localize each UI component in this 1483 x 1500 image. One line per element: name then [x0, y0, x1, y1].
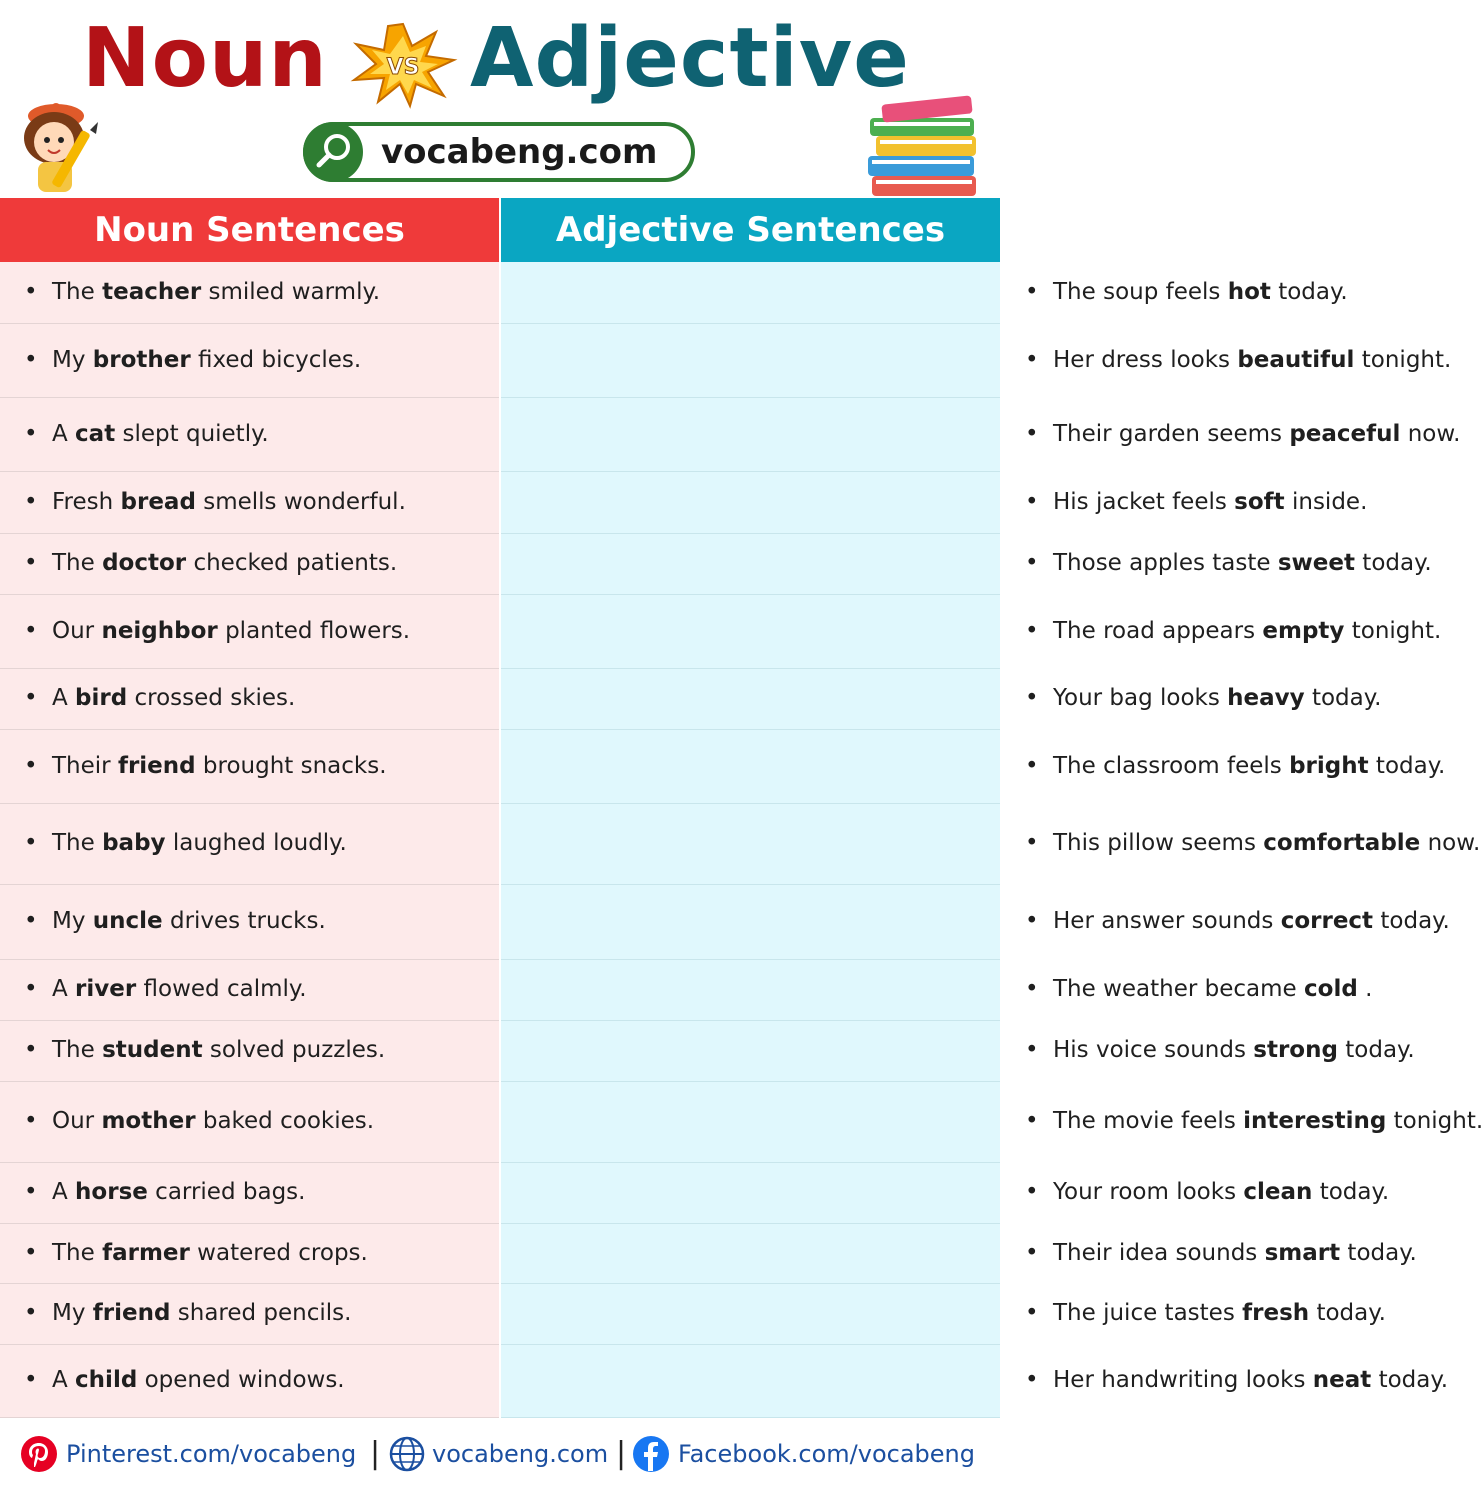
sentence-text: brought snacks.: [195, 752, 387, 779]
noun-sentence: [24, 1108, 374, 1136]
noun-sentence-cell: [0, 262, 499, 324]
adjective-sentence-cell: [501, 1345, 1449, 1418]
sentence-text: The weather became: [1053, 976, 1305, 1003]
noun-sentence: [24, 685, 295, 713]
adjective-sentence-cell: [501, 885, 1450, 960]
sentence-text: solved puzzles.: [202, 1037, 386, 1064]
sentence-text: baked cookies.: [195, 1108, 375, 1135]
bullet-icon: •: [24, 488, 38, 515]
adjective-sentence-cell: [501, 1284, 1386, 1345]
sentence-text: My: [52, 346, 93, 373]
adjective-sentence: [1025, 753, 1445, 781]
noun-sentence: [24, 753, 387, 781]
bullet-icon: •: [1025, 617, 1039, 644]
sentence-text: A: [52, 420, 76, 447]
adjective-sentence-cell: [501, 1224, 1417, 1284]
adjective-title: Adjective: [470, 11, 910, 106]
noun-sentence: [24, 550, 397, 578]
adjective-sentence-cell: [501, 398, 1461, 472]
sentence-text: tonight.: [1344, 617, 1442, 644]
sentence-text: planted flowers.: [217, 617, 411, 644]
sentence-text: The: [52, 550, 103, 577]
sentence-text: now.: [1420, 830, 1481, 857]
noun-sentence-cell: [0, 669, 499, 730]
adjective-keyword: neat: [1312, 1367, 1372, 1394]
noun-sentence-cell: [0, 730, 499, 804]
adjective-sentence: [1025, 489, 1367, 517]
sentence-text: today.: [1312, 1179, 1390, 1206]
sentence-text: today.: [1368, 752, 1446, 779]
bullet-icon: •: [24, 1300, 38, 1327]
adjective-keyword: fresh: [1242, 1300, 1310, 1327]
sentence-text: tonight.: [1354, 346, 1452, 373]
sentence-text: today.: [1337, 1037, 1415, 1064]
sentence-text: This pillow seems: [1053, 830, 1264, 857]
adjective-keyword: beautiful: [1237, 346, 1355, 373]
adjective-sentence: [1025, 1108, 1483, 1136]
sentence-text: The: [52, 1037, 103, 1064]
noun-keyword: uncle: [92, 908, 163, 935]
page-footer: [0, 1420, 1000, 1500]
bullet-icon: •: [24, 976, 38, 1003]
bullet-icon: •: [1025, 278, 1039, 305]
search-icon: [303, 122, 363, 182]
noun-sentence-cell: [0, 534, 499, 595]
sentence-text: drives trucks.: [162, 908, 326, 935]
footer-separator: |: [370, 1436, 381, 1471]
adjective-sentence: [1025, 830, 1480, 858]
noun-keyword: teacher: [102, 278, 202, 305]
website-text[interactable]: vocabeng.com: [432, 1440, 609, 1468]
sentence-text: Those apples taste: [1053, 550, 1278, 577]
sentence-text: today.: [1373, 908, 1450, 935]
sentence-text: The movie feels: [1053, 1108, 1244, 1135]
adjective-keyword: hot: [1227, 278, 1271, 305]
noun-sentence-cell: [0, 324, 499, 398]
noun-keyword: river: [75, 976, 137, 1003]
adjective-keyword: cold: [1304, 976, 1358, 1003]
noun-sentence: [24, 1240, 368, 1268]
noun-sentence-cell: [0, 595, 499, 669]
adjective-keyword: empty: [1262, 617, 1345, 644]
page-header: [0, 0, 1000, 198]
bullet-icon: •: [1025, 346, 1039, 373]
adjective-sentence-cell: [501, 262, 1348, 324]
noun-sentence-cell: [0, 1345, 499, 1418]
noun-sentence-cell: [0, 960, 499, 1021]
bullet-icon: •: [24, 908, 38, 935]
bullet-icon: •: [1025, 1367, 1039, 1394]
noun-sentence-cell: [0, 1224, 499, 1284]
pinterest-text[interactable]: Pinterest.com/vocabeng: [66, 1440, 357, 1468]
noun-sentence-cell: [0, 398, 499, 472]
sentence-text: Their garden seems: [1053, 420, 1290, 447]
noun-sentence: [24, 1367, 345, 1395]
adjective-sentence: [1025, 347, 1451, 375]
facebook-text[interactable]: Facebook.com/vocabeng: [678, 1440, 975, 1468]
sentence-text: checked patients.: [186, 550, 398, 577]
sentence-text: tonight.: [1386, 1108, 1483, 1135]
noun-keyword: horse: [75, 1179, 148, 1206]
noun-keyword: neighbor: [101, 617, 218, 644]
noun-sentence: [24, 618, 410, 646]
bullet-icon: •: [24, 685, 38, 712]
sentence-text: today.: [1371, 1367, 1449, 1394]
bullet-icon: •: [1025, 976, 1039, 1003]
adjective-keyword: clean: [1243, 1179, 1313, 1206]
adjective-sentence: [1025, 618, 1441, 646]
adjective-sentence-cell: [501, 1021, 1415, 1082]
site-url[interactable]: vocabeng.com: [381, 132, 658, 172]
facebook-icon: [632, 1435, 670, 1473]
adjective-sentence-cell: [501, 804, 1481, 885]
adjective-sentence: [1025, 1179, 1389, 1207]
sentence-text: Her answer sounds: [1053, 908, 1281, 935]
noun-title: Noun: [82, 11, 328, 106]
adjective-sentence-cell: [501, 1163, 1390, 1224]
noun-sentence: [24, 421, 269, 449]
sentence-text: carried bags.: [147, 1179, 306, 1206]
adjective-keyword: smart: [1264, 1239, 1341, 1266]
noun-keyword: friend: [92, 1300, 171, 1327]
adjective-sentence-cell: [501, 1082, 1483, 1163]
sentence-text: today.: [1304, 685, 1382, 712]
sentence-text: watered crops.: [189, 1239, 368, 1266]
sentence-text: Your room looks: [1053, 1179, 1244, 1206]
adjective-sentence: [1025, 550, 1432, 578]
noun-column-header: Noun Sentences: [0, 198, 499, 262]
adjective-sentence-cell: [501, 324, 1452, 398]
sentence-text: flowed calmly.: [136, 976, 307, 1003]
adjective-sentence-cell: [501, 472, 1368, 534]
sentence-text: The: [52, 830, 103, 857]
adjective-sentence: [1025, 976, 1372, 1004]
sentence-text: Their idea sounds: [1053, 1239, 1265, 1266]
sentence-text: A: [52, 1367, 76, 1394]
noun-sentence-cell: [0, 472, 499, 534]
noun-sentence: [24, 976, 307, 1004]
sentence-text: Fresh: [52, 488, 121, 515]
noun-keyword: farmer: [102, 1239, 190, 1266]
bullet-icon: •: [1025, 1300, 1039, 1327]
sentence-text: crossed skies.: [127, 685, 296, 712]
bullet-icon: •: [1025, 1239, 1039, 1266]
noun-sentence-cell: [0, 1163, 499, 1224]
noun-sentence-cell: [0, 1021, 499, 1082]
noun-sentence: [24, 489, 406, 517]
noun-sentence-cell: [0, 1082, 499, 1163]
sentence-text: shared pencils.: [170, 1300, 352, 1327]
noun-sentence: [24, 830, 347, 858]
bullet-icon: •: [24, 278, 38, 305]
globe-icon: [388, 1435, 426, 1473]
noun-sentence: [24, 279, 380, 307]
adjective-sentence-cell: [501, 595, 1442, 669]
bullet-icon: •: [1025, 1179, 1039, 1206]
sentence-text: laughed loudly.: [165, 830, 347, 857]
adjective-sentence: [1025, 421, 1460, 449]
bullet-icon: •: [1025, 1108, 1039, 1135]
bullet-icon: •: [1025, 752, 1039, 779]
sentence-text: The classroom feels: [1053, 752, 1290, 779]
sentence-text: A: [52, 1179, 76, 1206]
sentence-text: His voice sounds: [1053, 1037, 1254, 1064]
sentence-text: The road appears: [1053, 617, 1263, 644]
sentence-text: today.: [1270, 278, 1348, 305]
noun-sentence: [24, 1300, 351, 1328]
noun-keyword: mother: [101, 1108, 196, 1135]
noun-keyword: student: [102, 1037, 203, 1064]
adjective-sentence: [1025, 1300, 1386, 1328]
sentence-text: slept quietly.: [115, 420, 269, 447]
bullet-icon: •: [24, 1239, 38, 1266]
noun-keyword: bird: [75, 685, 128, 712]
sentence-text: The: [52, 278, 103, 305]
noun-sentence: [24, 908, 326, 936]
site-search-pill[interactable]: [303, 122, 695, 182]
sentence-text: His jacket feels: [1053, 488, 1235, 515]
noun-keyword: brother: [92, 346, 191, 373]
sentence-text: The soup feels: [1053, 278, 1228, 305]
sentence-text: The juice tastes: [1053, 1300, 1243, 1327]
sentence-text: opened windows.: [137, 1367, 345, 1394]
sentence-text: fixed bicycles.: [190, 346, 362, 373]
sentence-text: Her handwriting looks: [1053, 1367, 1313, 1394]
adjective-sentence-cell: [501, 534, 1432, 595]
adjective-sentence-cell: [501, 669, 1382, 730]
sentence-text: Our: [52, 1108, 102, 1135]
noun-sentence: [24, 1037, 385, 1065]
bullet-icon: •: [1025, 908, 1039, 935]
noun-keyword: child: [75, 1367, 138, 1394]
noun-sentence: [24, 347, 361, 375]
sentence-text: inside.: [1284, 488, 1368, 515]
bullet-icon: •: [24, 752, 38, 779]
adjective-keyword: soft: [1234, 488, 1285, 515]
adjective-sentence: [1025, 1240, 1417, 1268]
bullet-icon: •: [24, 830, 38, 857]
noun-sentence-cell: [0, 885, 499, 960]
adjective-sentence: [1025, 685, 1381, 713]
sentence-text: smells wonderful.: [195, 488, 406, 515]
bullet-icon: •: [24, 550, 38, 577]
bullet-icon: •: [1025, 488, 1039, 515]
noun-sentence-cell: [0, 1284, 499, 1345]
bullet-icon: •: [24, 420, 38, 447]
bullet-icon: •: [1025, 685, 1039, 712]
adjective-sentence: [1025, 279, 1348, 307]
adjective-keyword: correct: [1280, 908, 1374, 935]
bullet-icon: •: [24, 1037, 38, 1064]
noun-keyword: doctor: [102, 550, 187, 577]
adjective-sentence: [1025, 908, 1450, 936]
sentence-text: My: [52, 1300, 93, 1327]
bullet-icon: •: [1025, 1037, 1039, 1064]
noun-keyword: baby: [102, 830, 166, 857]
sentence-text: A: [52, 976, 76, 1003]
bullet-icon: •: [24, 1108, 38, 1135]
adjective-keyword: sweet: [1277, 550, 1355, 577]
adjective-keyword: peaceful: [1289, 420, 1401, 447]
sentence-text: smiled warmly.: [201, 278, 381, 305]
adjective-keyword: interesting: [1243, 1108, 1387, 1135]
sentence-text: today.: [1340, 1239, 1417, 1266]
adjective-sentence-cell: [501, 960, 1373, 1021]
noun-sentence-cell: [0, 804, 499, 885]
adjective-sentence: [1025, 1367, 1448, 1395]
adjective-sentence-cell: [501, 730, 1446, 804]
bullet-icon: •: [24, 617, 38, 644]
bullet-icon: •: [24, 346, 38, 373]
bullet-icon: •: [1025, 550, 1039, 577]
sentence-text: Her dress looks: [1053, 346, 1238, 373]
noun-keyword: bread: [120, 488, 196, 515]
books-illustration: [862, 96, 986, 200]
adjective-keyword: heavy: [1227, 685, 1305, 712]
adjective-keyword: strong: [1253, 1037, 1338, 1064]
sentence-text: Your bag looks: [1053, 685, 1228, 712]
sentence-text: now.: [1400, 420, 1461, 447]
vs-badge: [348, 22, 458, 108]
adjective-column-header: Adjective Sentences: [501, 198, 1000, 262]
sentence-text: My: [52, 908, 93, 935]
sentence-text: A: [52, 685, 76, 712]
column-divider: [499, 198, 501, 1418]
bullet-icon: •: [1025, 830, 1039, 857]
bullet-icon: •: [24, 1367, 38, 1394]
footer-separator: |: [616, 1436, 627, 1471]
bullet-icon: •: [1025, 420, 1039, 447]
noun-keyword: cat: [75, 420, 116, 447]
adjective-sentence: [1025, 1037, 1415, 1065]
vs-label: VS: [386, 55, 420, 80]
sentence-text: today.: [1355, 550, 1432, 577]
bullet-icon: •: [24, 1179, 38, 1206]
noun-keyword: friend: [117, 752, 196, 779]
adjective-keyword: bright: [1289, 752, 1369, 779]
noun-sentence: [24, 1179, 305, 1207]
sentence-text: Our: [52, 617, 102, 644]
adjective-keyword: comfortable: [1263, 830, 1421, 857]
sentence-text: The: [52, 1239, 103, 1266]
sentence-text: .: [1357, 976, 1373, 1003]
sentence-text: Their: [52, 752, 118, 779]
sentence-text: today.: [1309, 1300, 1386, 1327]
pinterest-icon: [20, 1435, 58, 1473]
